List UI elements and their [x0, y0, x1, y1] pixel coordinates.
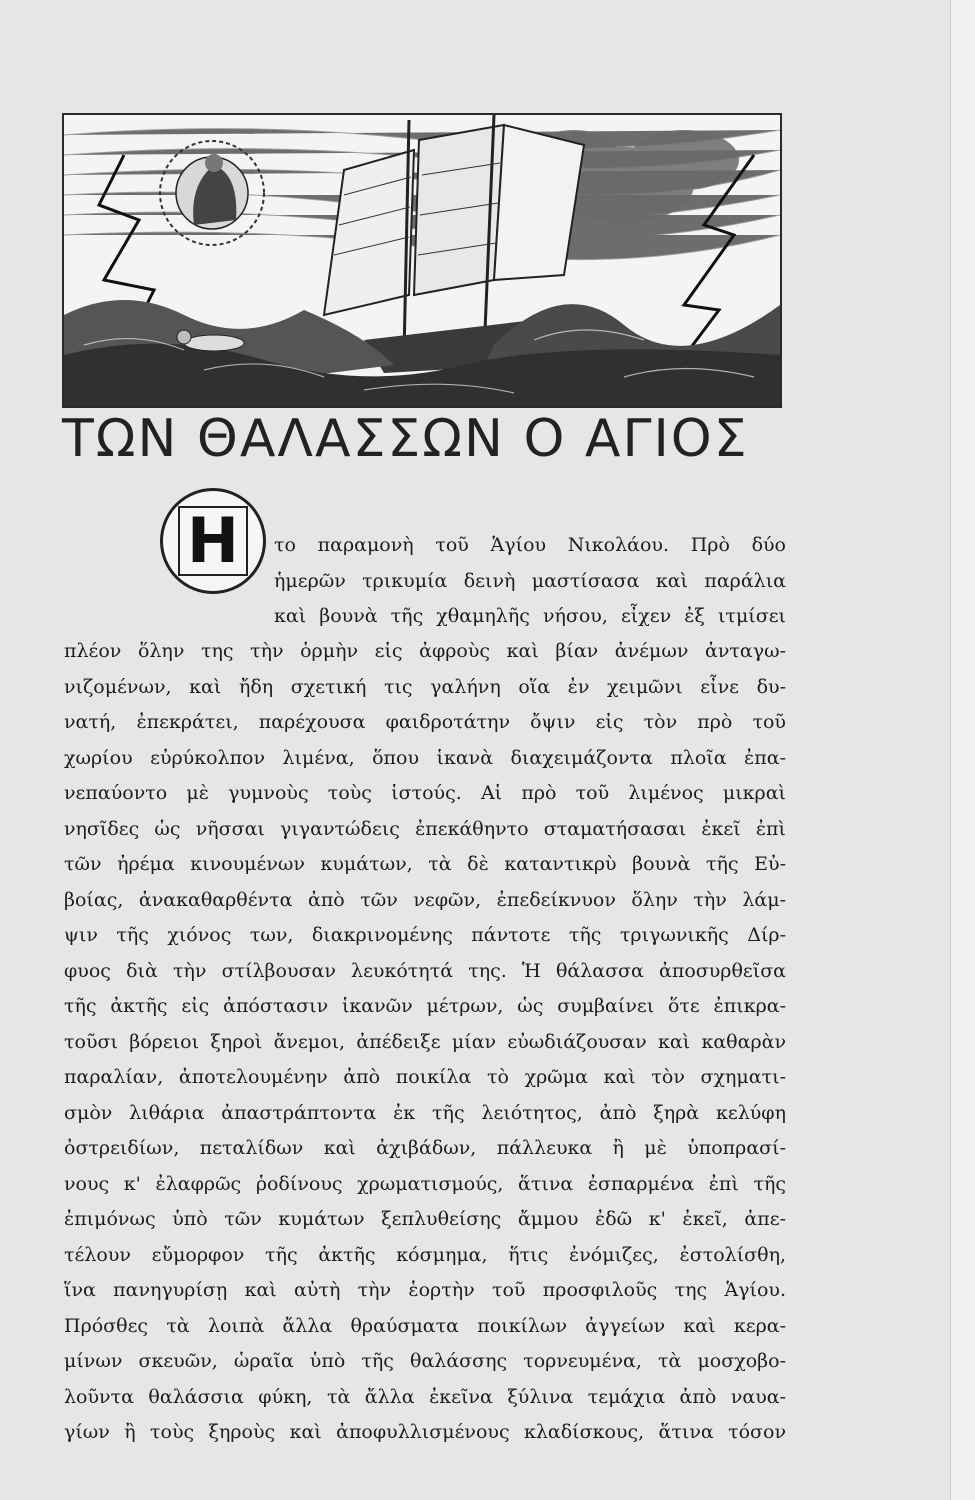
text-line: καὶ βουνὰ τῆς χθαμηλῆς νήσου, εἶχεν ἐξ ιτμίσει	[274, 605, 786, 627]
text-line: παραλίαν, ἀποτελουμένην ἀπὸ ποικίλα τὸ χρῶμα καὶ τὸν σχηματι-	[64, 1066, 786, 1088]
text-line: μίνων σκευῶν, ὡραῖα ὑπὸ τῆς θαλάσσης τορνευμένα, τὰ μοσχοβο-	[64, 1350, 786, 1372]
text-line: ἐπιμόνως ὑπὸ τῶν κυμάτων ξεπλυθείσης ἄμμου ἐδῶ κ' ἐκεῖ, ἀπε-	[64, 1208, 786, 1230]
text-line: χωρίου εὐρύκολπον λιμένα, ὅπου ἱκανὰ διαχειμάζοντα πλοῖα ἐπα-	[64, 746, 786, 769]
page-edge	[950, 0, 975, 1500]
text-line: Πρόσθες τὰ λοιπὰ ἄλλα θραύσματα ποικίλων ἀγγείων καὶ κερα-	[64, 1314, 786, 1337]
body-text	[64, 634, 786, 1451]
text-line: νους κ' ἐλαφρῶς ῥοδίνους χρωματισμούς, ἅτινα ἐσπαρμένα ἐπὶ τῆς	[64, 1172, 786, 1195]
text-line: το παραμονὴ τοῦ Ἁγίου Νικολάου. Πρὸ δύο	[274, 534, 786, 556]
text-line: σμὸν λιθάρια ἀπαστράπτοντα ἐκ τῆς λειότητος, ἀπὸ ξηρὰ κελύφη	[64, 1101, 786, 1124]
text-line: τέλουν εὔμορφον τῆς ἀκτῆς κόσμημα, ἥτις ἐνόμιζες, ἐστολίσθη,	[64, 1243, 786, 1266]
chapter-title: ΤΩΝ ΘΑΛΑΣΣΩΝ Ο ΑΓΙΟΣ	[62, 409, 749, 469]
body-text-indented	[64, 528, 786, 635]
text-line: νησῖδες ὡς νῆσσαι γιγαντώδεις ἐπεκάθηντο σταματήσασαι ἐκεῖ ἐπὶ	[64, 817, 786, 840]
text-line: φυος διὰ τὴν στίλβουσαν λευκότητά της. Ἡ θάλασσα ἀποσυρθεῖσα	[64, 959, 786, 982]
drop-cap-letter: Η	[178, 506, 248, 576]
text-line: ὀστρειδίων, πεταλίδων καὶ ἀχιβάδων, πάλλευκα ἢ μὲ ὑποπρασί-	[64, 1137, 786, 1159]
text-line: ἵνα πανηγυρίσῃ καὶ αὐτὴ τὴν ἑορτὴν τοῦ προσφιλοῦς της Ἁγίου.	[64, 1279, 786, 1301]
text-line: τῶν ἠρέμα κινουμένων κυμάτων, τὰ δὲ καταντικρὺ βουνὰ τῆς Εὐ-	[64, 853, 786, 875]
text-line: γίων ἢ τοὺς ξηροὺς καὶ ἀποφυλλισμένους κλαδίσκους, ἅτινα τόσον	[64, 1421, 786, 1443]
text-line: βοίας, ἀνακαθαρθέντα ἀπὸ τῶν νεφῶν, ἐπεδείκνυον ὅλην τὴν λάμ-	[64, 888, 786, 911]
text-line: νιζομένων, καὶ ἤδη σχετική τις γαλήνη οἵα ἐν χειμῶνι εἶνε δυ-	[64, 675, 786, 698]
text-line: νατή, ἐπεκράτει, παρέχουσα φαιδροτάτην ὄψιν εἰς τὸν πρὸ τοῦ	[64, 711, 786, 733]
text-line: ἡμερῶν τρικυμία δεινὴ μαστίσασα καὶ παράλια	[274, 569, 786, 592]
text-line: ψιν τῆς χιόνος των, διακρινομένης πάντοτε τῆς τριγωνικῆς Δίρ-	[64, 924, 786, 946]
text-line: τῆς ἀκτῆς εἰς ἀπόστασιν ἱκανῶν μέτρων, ὡς συμβαίνει ὅτε ἐπικρα-	[64, 995, 786, 1017]
text-line: τοῦσι βόρειοι ξηροὶ ἄνεμοι, ἀπέδειξε μίαν εὐωδιάζουσαν καὶ καθαρὰν	[64, 1030, 786, 1053]
storm-ship-engraving	[64, 115, 780, 406]
saint-figure	[160, 141, 264, 245]
storm-ship-illustration	[62, 113, 782, 408]
text-line: νεπαύοντο μὲ γυμνοὺς τοὺς ἱστούς. Αἱ πρὸ τοῦ λιμένος μικραὶ	[64, 782, 786, 804]
text-line: πλέον ὅλην της τὴν ὁρμὴν εἰς ἀφροὺς καὶ βίαν ἀνέμων ἀνταγω-	[64, 640, 786, 662]
text-line: λοῦντα θαλάσσια φύκη, τὰ ἄλλα ἐκεῖνα ξύλινα τεμάχια ἀπὸ ναυα-	[64, 1385, 786, 1408]
